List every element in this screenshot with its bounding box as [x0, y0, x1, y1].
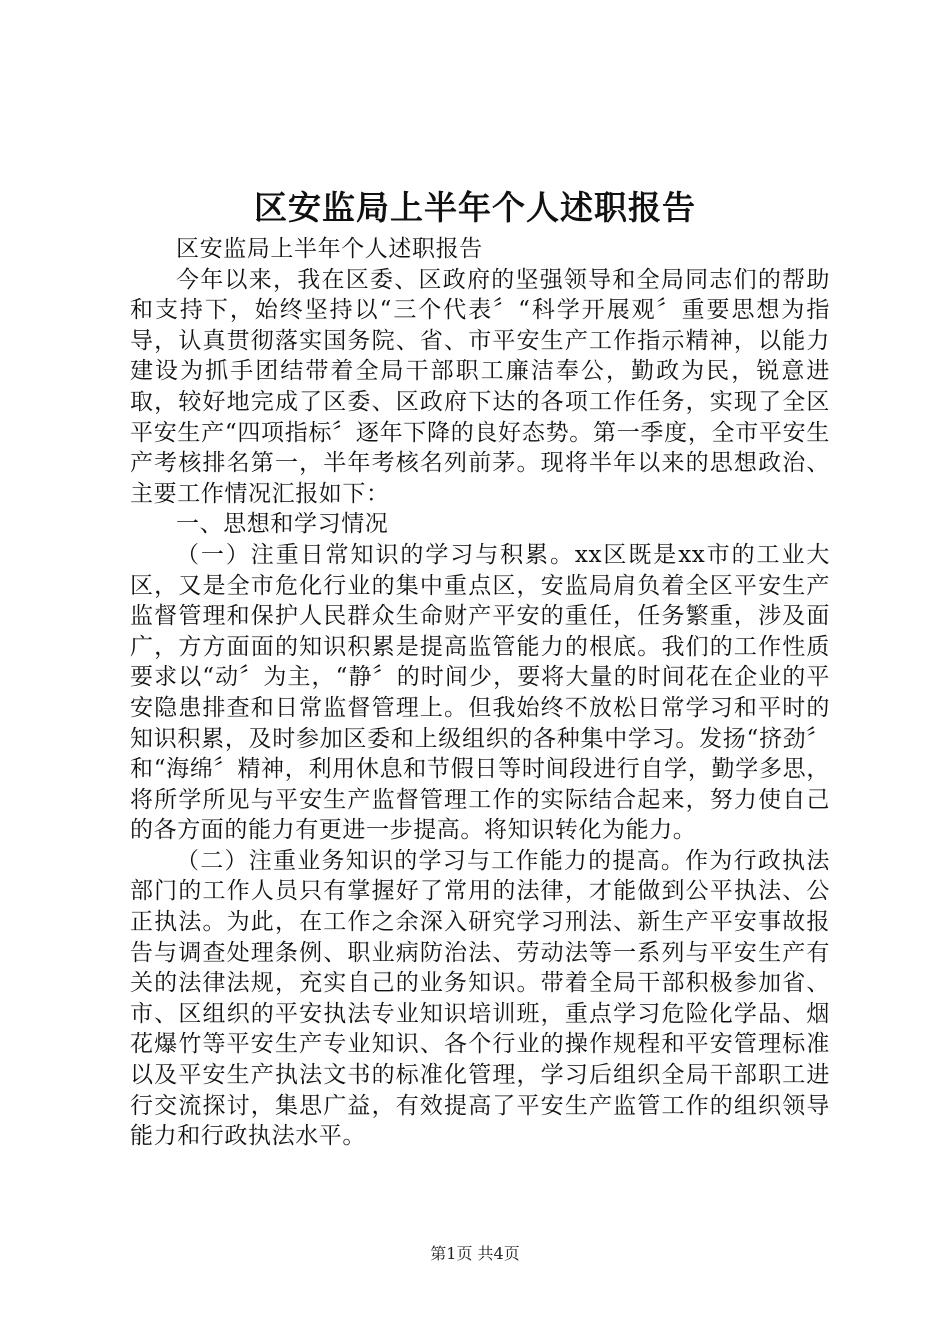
document-title: 区安监局上半年个人述职报告 [254, 188, 696, 227]
body-paragraph: （二）注重业务知识的学习与工作能力的提高。作为行政执法部门的工作人员只有掌握好了常用的法律，才能做到公平执法、公正执法。为此，在工作之余深入研究学习刑法、新生产平安事故报告与调查处理条例、职业病防治法、劳动法等一系列与平安生产有关的法律法规，充实自己的业务知识。带着全局干部积极参加省、市、区组织的平安执法专业知识培训班，重点学习危险化学品、烟花爆竹等平安生产专业知识、各个行业的操作规程和平安管理标准以及平安生产执法文书的标准化管理，学习后组织全局干部职工进行交流探讨，集思广益，有效提高了平安生产监管工作的组织领导能力和行政执法水平。 [130, 847, 830, 1150]
section-heading: 一、思想和学习情况 [176, 511, 389, 538]
body-paragraph: （一）注重日常知识的学习与积累。xx区既是xx市的工业大区，又是全市危化行业的集中重点区，安监局肩负着全区平安生产监督管理和保护人民群众生命财产平安的重任，任务繁重，涉及面广，方方面面的知识积累是提高监管能力的根底。我们的工作性质要求以“动〞为主，“静〞的时间少，要将大量的时间花在企业的平安隐患排查和日常监督管理上。但我始终不放松日常学习和平时的知识积累，及时参加区委和上级组织的各种集中学习。发扬“挤劲〞和“海绵〞精神，利用休息和节假日等时间段进行自学，勤学多思，将所学所见与平安生产监督管理工作的实际结合起来，努力使自己的各方面的能力有更进一步提高。将知识转化为能力。 [130, 541, 830, 844]
intro-paragraph: 今年以来，我在区委、区政府的坚强领导和全局同志们的帮助和支持下，始终坚持以“三个代表〞“科学开展观〞重要思想为指导，认真贯彻落实国务院、省、市平安生产工作指示精神，以能力建设为抓手团结带着全局干部职工廉洁奉公，勤政为民，锐意进取，较好地完成了区委、区政府下达的各项工作任务，实现了全区平安生产“四项指标〞逐年下降的良好态势。第一季度，全市平安生产考核排名第一，半年考核名列前茅。现将半年以来的思想政治、主要工作情况汇报如下： [130, 266, 830, 507]
document-body [130, 234, 830, 1152]
subtitle-paragraph: 区安监局上半年个人述职报告 [176, 236, 483, 262]
page-footer: 第1页 共4页 [430, 1244, 520, 1263]
